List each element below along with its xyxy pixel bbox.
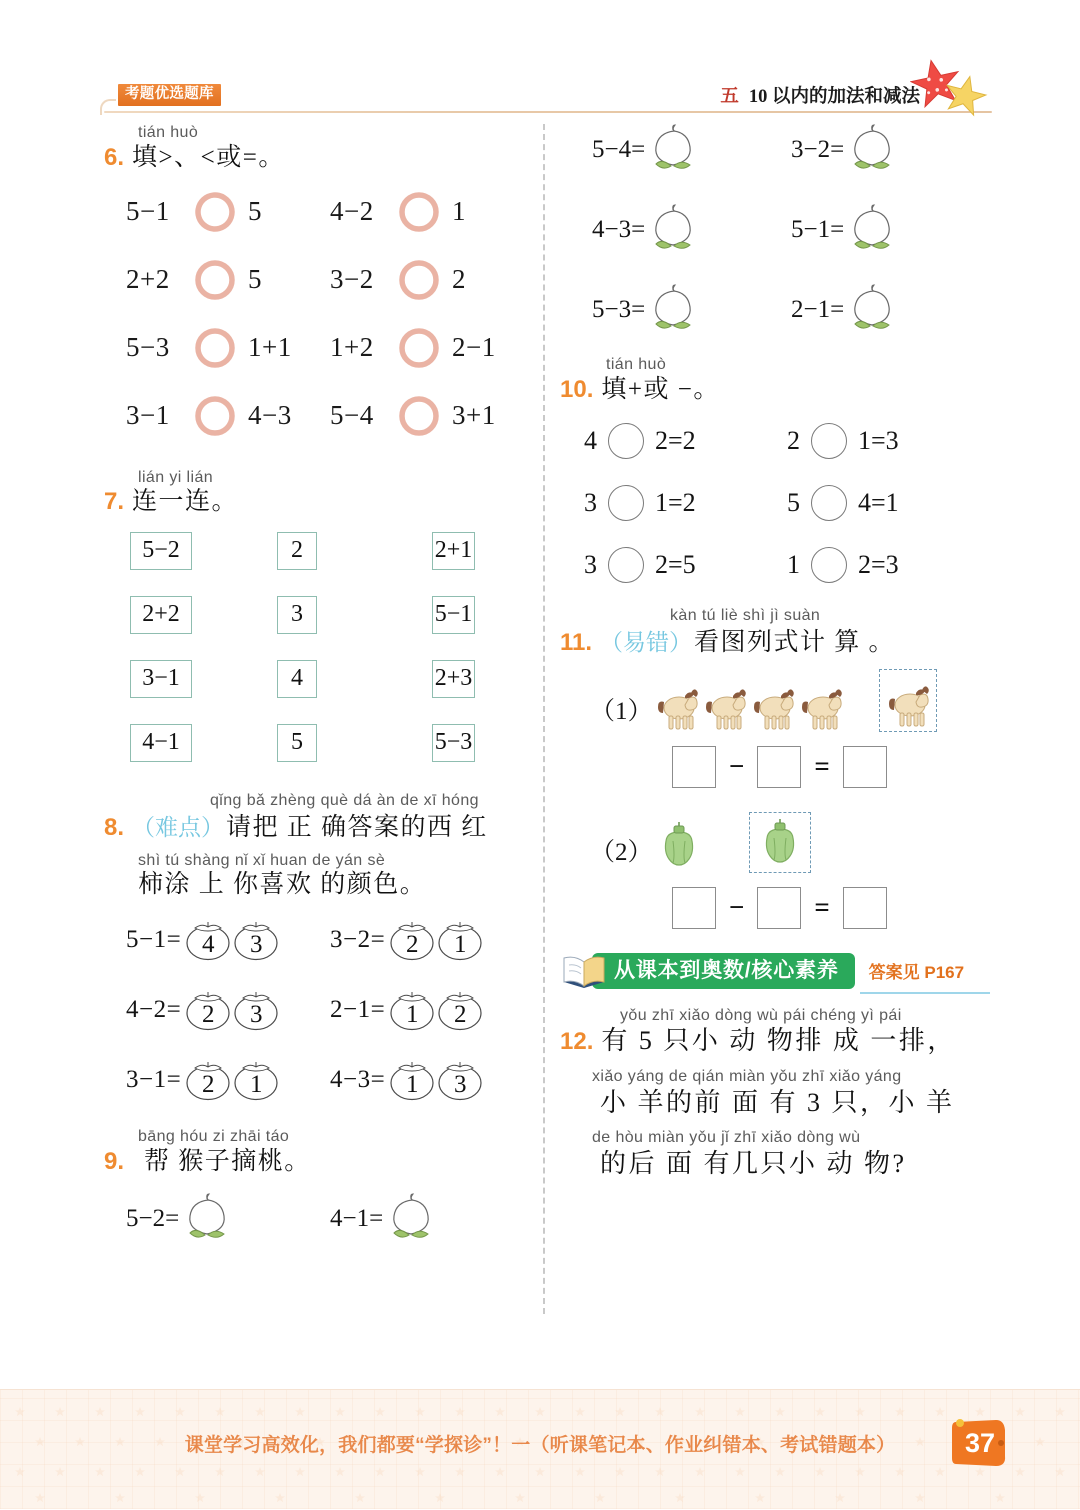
q8-choice-a: 1 bbox=[405, 1001, 419, 1029]
match-box-left[interactable]: 5−2 bbox=[130, 532, 192, 570]
q7-left-cell bbox=[130, 660, 235, 698]
question-12 bbox=[560, 1007, 990, 1181]
operator-blank-circle[interactable] bbox=[608, 485, 644, 521]
q12-number: 12. bbox=[560, 1028, 594, 1056]
q9-item bbox=[791, 124, 990, 176]
answer-box-minuend[interactable] bbox=[672, 746, 716, 788]
banner-title: 从课本到奥数/核心素养 bbox=[592, 953, 855, 989]
q7-match-grid bbox=[104, 532, 534, 762]
persimmon-choice-a[interactable] bbox=[182, 918, 234, 962]
right-column bbox=[560, 124, 990, 1181]
persimmon-choice-b[interactable] bbox=[230, 918, 282, 962]
persimmon-choice-a[interactable] bbox=[386, 1058, 438, 1102]
q8-choice-b: 1 bbox=[249, 1071, 263, 1099]
q8-equation: 5−1= bbox=[126, 926, 182, 954]
question-7 bbox=[104, 469, 534, 762]
match-box-mid[interactable]: 3 bbox=[277, 596, 317, 634]
q6-item bbox=[330, 393, 534, 439]
peach-icon[interactable] bbox=[643, 124, 703, 176]
horse-icon bbox=[701, 676, 753, 732]
question-8 bbox=[104, 792, 534, 1103]
q7-left-cell bbox=[130, 724, 235, 762]
peach-icon[interactable] bbox=[842, 284, 902, 336]
q10-number: 10. bbox=[560, 375, 594, 403]
q10-operand-b: 2=5 bbox=[655, 549, 696, 579]
q9-number: 9. bbox=[104, 1147, 125, 1175]
q9-equation: 4−3= bbox=[592, 216, 646, 243]
q9-equation: 2−1= bbox=[791, 296, 845, 323]
q12-text-2: 小 羊的前 面 有 3 只，小 羊 bbox=[600, 1087, 955, 1117]
q6-lhs: 5−3 bbox=[126, 332, 170, 363]
q10-operand-b: 1=2 bbox=[655, 487, 696, 517]
q11-number: 11. bbox=[560, 629, 593, 657]
column-divider bbox=[543, 124, 545, 1314]
q8-item bbox=[330, 918, 534, 962]
persimmon-choice-b[interactable] bbox=[434, 988, 486, 1032]
q9-equation: 5−2= bbox=[126, 1205, 180, 1233]
q7-mid-cell bbox=[235, 660, 370, 698]
q6-text: 填>、<或=。 bbox=[132, 143, 285, 171]
persimmon-choice-b[interactable] bbox=[230, 988, 282, 1032]
chapter-number: 五 bbox=[720, 87, 739, 107]
minus-sign: − bbox=[729, 751, 745, 782]
q10-item bbox=[584, 485, 787, 521]
q7-right-cell bbox=[370, 660, 475, 698]
flower-circle-icon[interactable] bbox=[396, 189, 442, 235]
q8-choice-b: 3 bbox=[249, 931, 263, 959]
q8-choice-b: 3 bbox=[249, 1001, 263, 1029]
q7-right-cell bbox=[370, 724, 475, 762]
q6-lhs: 1+2 bbox=[330, 332, 374, 363]
peach-icon[interactable] bbox=[177, 1193, 237, 1245]
q8-text-1: 请把 正 确答案的西 红 bbox=[226, 814, 488, 842]
q6-rhs: 2 bbox=[452, 264, 466, 295]
q10-operand-b: 2=3 bbox=[858, 549, 899, 579]
header-rule-cap bbox=[100, 99, 116, 115]
q10-operand-a: 3 bbox=[584, 487, 597, 517]
minus-sign: − bbox=[729, 892, 745, 923]
answer-reference: 答案见 P167 bbox=[868, 963, 965, 983]
q7-mid-cell bbox=[235, 724, 370, 762]
q6-item bbox=[126, 393, 330, 439]
q7-text: 连一连。 bbox=[132, 488, 239, 516]
q8-choice-a: 1 bbox=[405, 1071, 419, 1099]
q8-choice-a: 2 bbox=[201, 1071, 215, 1099]
flower-circle-icon[interactable] bbox=[396, 393, 442, 439]
page-number: 37 bbox=[964, 1427, 996, 1458]
match-box-right[interactable]: 2+1 bbox=[432, 532, 475, 570]
q8-number: 8. bbox=[104, 814, 125, 842]
q11-difficulty-tag: （易错） bbox=[600, 630, 693, 656]
horse-icon bbox=[653, 676, 705, 732]
q10-operator-grid bbox=[560, 423, 990, 583]
q7-number: 7. bbox=[104, 488, 125, 516]
question-6 bbox=[104, 124, 534, 439]
q6-item bbox=[330, 189, 534, 235]
q9-equation: 5−4= bbox=[592, 136, 646, 163]
q10-operand-a: 2 bbox=[787, 425, 800, 455]
chapter-heading bbox=[720, 82, 920, 108]
question-9 bbox=[104, 1128, 534, 1245]
q12-prompt-3 bbox=[560, 1147, 990, 1181]
q8-choice-b: 2 bbox=[453, 1001, 467, 1029]
q11-part1-equation bbox=[560, 746, 990, 788]
answer-box-result[interactable] bbox=[843, 746, 887, 788]
q6-item bbox=[126, 257, 330, 303]
q12-prompt-1 bbox=[560, 1024, 990, 1058]
q9-item bbox=[791, 284, 990, 336]
equals-sign: = bbox=[814, 892, 830, 923]
q6-item bbox=[330, 325, 534, 371]
answer-box-subtrahend[interactable] bbox=[757, 887, 801, 929]
q9-peach-grid-right bbox=[560, 124, 990, 336]
answer-box-minuend[interactable] bbox=[672, 887, 716, 929]
q6-rhs: 5 bbox=[248, 264, 262, 295]
q9-peach-grid-left bbox=[104, 1193, 534, 1245]
q9-item bbox=[592, 204, 791, 256]
match-box-left[interactable]: 4−1 bbox=[130, 724, 192, 762]
q9-item bbox=[791, 204, 990, 256]
q11-part1-dashed-group bbox=[879, 669, 937, 732]
q9-equation: 3−2= bbox=[791, 136, 845, 163]
q9-equation: 5−1= bbox=[791, 216, 845, 243]
q8-choice-a: 4 bbox=[201, 931, 215, 959]
q8-equation: 3−2= bbox=[330, 926, 386, 954]
q7-right-cell bbox=[370, 532, 475, 570]
q8-choice-a: 2 bbox=[201, 1001, 215, 1029]
q8-choice-a: 2 bbox=[405, 931, 419, 959]
q12-pinyin-3: de hòu miàn yǒu jǐ zhī xiǎo dòng wù bbox=[592, 1129, 861, 1147]
q7-left-cell bbox=[130, 596, 235, 634]
q8-persimmon-grid bbox=[104, 918, 534, 1102]
horse-icon bbox=[749, 676, 801, 732]
q8-equation: 4−3= bbox=[330, 1066, 386, 1094]
q9-equation: 5−3= bbox=[592, 296, 646, 323]
q7-mid-cell bbox=[235, 532, 370, 570]
q10-item bbox=[584, 423, 787, 459]
equals-sign: = bbox=[814, 751, 830, 782]
operator-blank-circle[interactable] bbox=[811, 423, 847, 459]
q6-item bbox=[330, 257, 534, 303]
peach-icon[interactable] bbox=[643, 204, 703, 256]
q8-difficulty-tag: （难点） bbox=[132, 815, 225, 841]
persimmon-choice-b[interactable] bbox=[434, 1058, 486, 1102]
q10-text: 填+或 −。 bbox=[601, 375, 720, 403]
q6-item bbox=[126, 189, 330, 235]
q6-lhs: 4−2 bbox=[330, 196, 374, 227]
q10-operand-a: 4 bbox=[584, 425, 597, 455]
q11-prompt bbox=[560, 624, 990, 658]
chapter-title: 10 以内的加法和减法 bbox=[748, 87, 920, 107]
q11-part1-label: （1） bbox=[590, 697, 653, 725]
q6-rhs: 1+1 bbox=[248, 332, 292, 363]
q6-compare-grid bbox=[104, 189, 534, 439]
q8-equation: 2−1= bbox=[330, 996, 386, 1024]
q8-item bbox=[330, 988, 534, 1032]
q12-pinyin-1: yǒu zhī xiǎo dòng wù pái chéng yì pái bbox=[620, 1006, 902, 1024]
q6-prompt bbox=[104, 142, 534, 173]
q11-part2-dashed-group bbox=[749, 812, 811, 873]
q6-rhs: 2−1 bbox=[452, 332, 496, 363]
q11-text: 看图列式计 算 。 bbox=[694, 629, 896, 657]
operator-blank-circle[interactable] bbox=[608, 423, 644, 459]
q6-rhs: 5 bbox=[248, 196, 262, 227]
q6-lhs: 3−2 bbox=[330, 264, 374, 295]
q7-mid-cell bbox=[235, 596, 370, 634]
q9-item bbox=[126, 1193, 330, 1245]
q6-rhs: 3+1 bbox=[452, 400, 496, 431]
q6-number: 6. bbox=[104, 143, 125, 171]
match-box-left[interactable]: 3−1 bbox=[130, 660, 192, 698]
answer-box-result[interactable] bbox=[843, 887, 887, 929]
q8-equation: 3−1= bbox=[126, 1066, 182, 1094]
peach-icon[interactable] bbox=[381, 1193, 441, 1245]
q12-prompt-2 bbox=[560, 1086, 990, 1120]
q7-pinyin: lián yi lián bbox=[138, 468, 214, 486]
page-header bbox=[0, 0, 1080, 120]
flower-circle-icon[interactable] bbox=[396, 257, 442, 303]
q6-item bbox=[126, 325, 330, 371]
q8-text-2: 柿涂 上 你喜欢 的颜色。 bbox=[138, 871, 427, 899]
q9-item bbox=[592, 124, 791, 176]
q7-prompt bbox=[104, 486, 534, 517]
q10-item bbox=[787, 485, 990, 521]
q8-choice-b: 1 bbox=[453, 931, 467, 959]
q10-item bbox=[787, 423, 990, 459]
q10-operand-b: 1=3 bbox=[858, 425, 899, 455]
q6-lhs: 3−1 bbox=[126, 400, 170, 431]
q6-rhs: 1 bbox=[452, 196, 466, 227]
q9-prompt bbox=[104, 1146, 534, 1177]
persimmon-choice-a[interactable] bbox=[182, 988, 234, 1032]
q8-prompt-2 bbox=[104, 869, 534, 900]
match-box-mid[interactable]: 4 bbox=[277, 660, 317, 698]
q10-item bbox=[584, 547, 787, 583]
q11-part1-picture bbox=[560, 669, 990, 732]
flower-circle-icon[interactable] bbox=[192, 189, 238, 235]
match-box-mid[interactable]: 5 bbox=[277, 724, 317, 762]
left-column bbox=[104, 124, 534, 1245]
operator-blank-circle[interactable] bbox=[608, 547, 644, 583]
peach-icon[interactable] bbox=[842, 204, 902, 256]
header-rule bbox=[104, 111, 992, 113]
q8-item bbox=[126, 918, 330, 962]
operator-blank-circle[interactable] bbox=[811, 547, 847, 583]
q8-choice-b: 3 bbox=[453, 1071, 467, 1099]
q10-prompt bbox=[560, 374, 990, 405]
q6-lhs: 2+2 bbox=[126, 264, 170, 295]
q9-text: 帮 猴子摘桃。 bbox=[144, 1147, 311, 1175]
q6-rhs: 4−3 bbox=[248, 400, 292, 431]
match-box-right[interactable]: 2+3 bbox=[432, 660, 475, 698]
question-bank-tag: 考题优选题库 bbox=[118, 84, 221, 106]
q9-item bbox=[592, 284, 791, 336]
q9-pinyin: bāng hóu zi zhāi táo bbox=[138, 1128, 290, 1146]
match-box-mid[interactable]: 2 bbox=[277, 532, 317, 570]
q9-item bbox=[330, 1193, 534, 1245]
q8-item bbox=[126, 1058, 330, 1102]
pepper-icon bbox=[754, 816, 806, 870]
q8-equation: 4−2= bbox=[126, 996, 182, 1024]
q10-operand-a: 1 bbox=[787, 549, 800, 579]
open-book-icon bbox=[560, 952, 608, 990]
peach-icon[interactable] bbox=[643, 284, 703, 336]
q8-item bbox=[126, 988, 330, 1032]
pepper-icon bbox=[653, 819, 705, 873]
q10-operand-b: 2=2 bbox=[655, 425, 696, 455]
q6-pinyin: tián huò bbox=[138, 124, 199, 141]
answer-box-subtrahend[interactable] bbox=[757, 746, 801, 788]
operator-blank-circle[interactable] bbox=[811, 485, 847, 521]
q11-part2-label: （2） bbox=[590, 838, 653, 866]
question-10 bbox=[560, 356, 990, 583]
banner-underline bbox=[860, 992, 990, 994]
match-box-right[interactable]: 5−3 bbox=[432, 724, 475, 762]
persimmon-choice-a[interactable] bbox=[386, 918, 438, 962]
match-box-right[interactable]: 5−1 bbox=[432, 596, 475, 634]
q12-text-3: 的后 面 有几只小 动 物? bbox=[600, 1149, 907, 1179]
flower-circle-icon[interactable] bbox=[192, 393, 238, 439]
horse-icon bbox=[797, 676, 849, 732]
q10-pinyin: tián huò bbox=[606, 356, 667, 373]
q10-item bbox=[787, 547, 990, 583]
match-box-left[interactable]: 2+2 bbox=[130, 596, 192, 634]
section-banner bbox=[560, 951, 990, 991]
q11-pinyin: kàn tú liè shì jì suàn bbox=[670, 606, 821, 624]
q11-part2-picture bbox=[560, 812, 990, 873]
persimmon-choice-a[interactable] bbox=[386, 988, 438, 1032]
q12-pinyin-2: xiǎo yáng de qián miàn yǒu zhī xiǎo yáng bbox=[592, 1068, 902, 1086]
q6-lhs: 5−1 bbox=[126, 196, 170, 227]
peach-icon[interactable] bbox=[842, 124, 902, 176]
q12-text-1: 有 5 只小 动 物排 成 一排， bbox=[601, 1026, 956, 1056]
q9-equation: 4−1= bbox=[330, 1205, 384, 1233]
footer-slogan: 课堂学习高效化，我们都要“学探诊”！一（听课笔记本、作业纠错本、考试错题本） bbox=[184, 1435, 896, 1456]
persimmon-choice-b[interactable] bbox=[434, 918, 486, 962]
q10-operand-a: 3 bbox=[584, 549, 597, 579]
page-footer bbox=[0, 1389, 1080, 1509]
flower-circle-icon[interactable] bbox=[192, 325, 238, 371]
q8-prompt-1 bbox=[104, 809, 534, 843]
q8-pinyin-2: shì tú shàng nǐ xǐ huan de yán sè bbox=[138, 851, 386, 869]
q6-lhs: 5−4 bbox=[330, 400, 374, 431]
persimmon-choice-a[interactable] bbox=[182, 1058, 234, 1102]
question-11 bbox=[560, 607, 990, 929]
flower-circle-icon[interactable] bbox=[192, 257, 238, 303]
q7-right-cell bbox=[370, 596, 475, 634]
q10-operand-b: 4=1 bbox=[858, 487, 899, 517]
q7-left-cell bbox=[130, 532, 235, 570]
stars-decoration bbox=[910, 58, 990, 120]
flower-circle-icon[interactable] bbox=[396, 325, 442, 371]
persimmon-choice-b[interactable] bbox=[230, 1058, 282, 1102]
horse-icon bbox=[884, 673, 936, 729]
q10-operand-a: 5 bbox=[787, 487, 800, 517]
q11-part2-equation bbox=[560, 887, 990, 929]
q8-pinyin-1: qǐng bǎ zhèng què dá àn de xī hóng bbox=[210, 791, 479, 809]
q8-item bbox=[330, 1058, 534, 1102]
